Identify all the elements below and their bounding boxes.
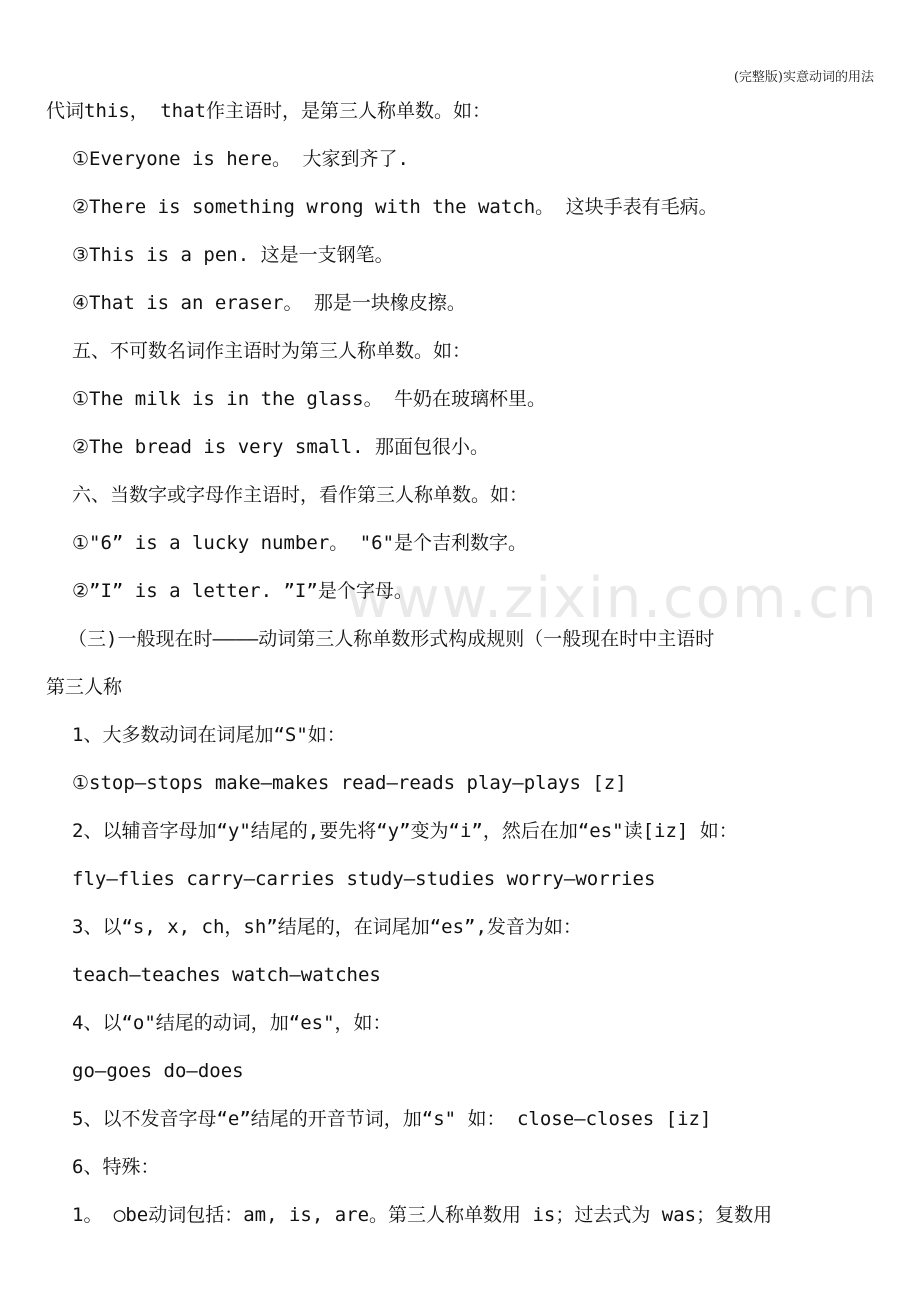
text-line: ①The milk is in the glass。 牛奶在玻璃杯里。: [72, 388, 547, 410]
text-line: ②The bread is very small. 那面包很小。: [72, 436, 490, 458]
section-heading: 六、当数字或字母作主语时，看作第三人称单数。如：: [72, 484, 529, 506]
text-line: ②There is something wrong with the watch。 这块手表有毛病。: [72, 196, 718, 218]
text-line: 1。 ◯be动词包括：am, is, are。第三人称单数用 is；过去式为 was；复数用: [72, 1204, 773, 1226]
text-line: ①"6” is a lucky number。 "6"是个吉利数字。: [72, 532, 528, 554]
rule-item: 2、以辅音字母加“y"结尾的,要先将“y”变为“i”，然后在加“es"读[iz] 如：: [72, 820, 738, 842]
section-heading: （三)一般现在时————动词第三人称单数形式构成规则（一般现在时中主语时: [68, 628, 715, 650]
text-line: go—goes do—does: [72, 1060, 244, 1082]
rule-item: 1、大多数动词在词尾加“S"如：: [72, 724, 346, 746]
section-heading: 五、不可数名词作主语时为第三人称单数。如：: [72, 340, 472, 362]
rule-item: 3、以“s, x, ch，sh”结尾的，在词尾加“es”,发音为如：: [72, 916, 582, 938]
rule-item: 5、以不发音字母“e”结尾的开音节词，加“s" 如： close—closes [iz]: [72, 1108, 712, 1130]
text-line: ④That is an eraser。 那是一块橡皮擦。: [72, 292, 466, 314]
text-line: ①Everyone is here。 大家到齐了.: [72, 148, 409, 170]
text-line: teach—teaches watch—watches: [72, 964, 381, 986]
text-line: fly—flies carry—carries study—studies worry—worries: [72, 868, 656, 890]
text-line: ②”I” is a letter. ”I”是个字母。: [72, 580, 413, 602]
text-line: 代词this， that作主语时，是第三人称单数。如：: [46, 100, 491, 122]
rule-item: 6、特殊：: [72, 1156, 160, 1178]
page-header: (完整版)实意动词的用法: [733, 70, 874, 85]
rule-item: 4、以“o"结尾的动词，加“es"，如：: [72, 1012, 392, 1034]
text-line: ①stop—stops make—makes read—reads play—plays [z]: [72, 772, 627, 794]
text-line: ③This is a pen. 这是一支钢笔。: [72, 244, 394, 266]
document-body: [0, 92, 920, 1292]
text-line: 第三人称: [46, 676, 123, 698]
watermark: www.zixin.com.cn: [346, 566, 879, 631]
